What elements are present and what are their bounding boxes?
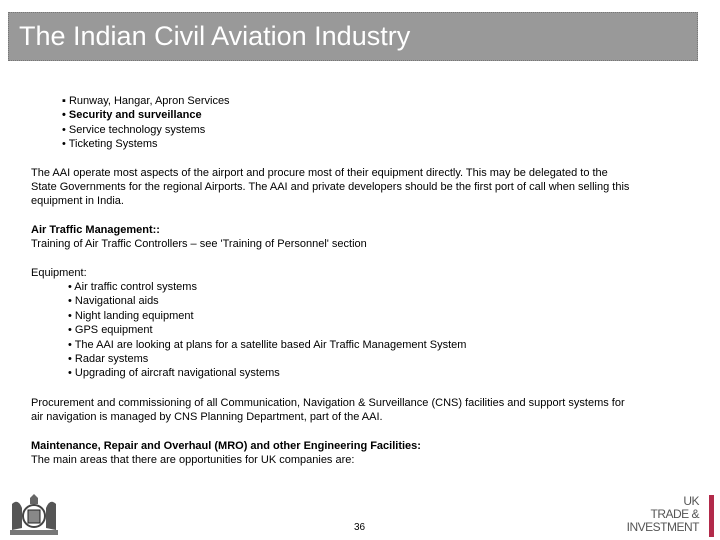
logo-line: TRADE & — [650, 507, 699, 521]
ukti-logo — [624, 495, 714, 537]
list-item: ▪ Runway, Hangar, Apron Services — [62, 95, 230, 107]
page-number: 36 — [354, 522, 366, 533]
list-item: • Navigational aids — [68, 295, 159, 307]
list-item: • Security and surveillance — [62, 109, 202, 121]
list-item: • Upgrading of aircraft navigational systems — [68, 367, 280, 379]
paragraph-line: equipment in India. — [31, 195, 124, 207]
list-item: • The AAI are looking at plans for a satellite based Air Traffic Management System — [68, 339, 467, 351]
paragraph-line: State Governments for the regional Airports. The AAI and private developers should be the first port of call when selling this — [31, 181, 630, 193]
paragraph-line: air navigation is managed by CNS Planning Department, part of the AAI. — [31, 411, 383, 423]
paragraph-line: Training of Air Traffic Controllers – see 'Training of Personnel' section — [31, 238, 367, 250]
paragraph-line: The main areas that there are opportunities for UK companies are: — [31, 454, 355, 466]
section-heading: Maintenance, Repair and Overhaul (MRO) and other Engineering Facilities: — [31, 440, 421, 452]
list-item: • Night landing equipment — [68, 310, 194, 322]
logo-line: INVESTMENT — [626, 520, 699, 534]
list-item: • Radar systems — [68, 353, 149, 365]
list-item: • Service technology systems — [62, 124, 206, 136]
list-item: • Air traffic control systems — [68, 281, 197, 293]
list-item: • GPS equipment — [68, 324, 153, 336]
royal-coat-of-arms-icon — [4, 490, 64, 538]
paragraph-line: The AAI operate most aspects of the airport and procure most of their equipment directly. This may be delegated to the — [31, 167, 608, 179]
page-title: The Indian Civil Aviation Industry — [19, 21, 411, 51]
title-bar — [8, 12, 698, 61]
list-item: • Ticketing Systems — [62, 138, 158, 150]
paragraph-line: Procurement and commissioning of all Communication, Navigation & Surveillance (CNS) facilities and support systems for — [31, 397, 625, 409]
logo-line: UK — [683, 494, 699, 508]
section-heading: Air Traffic Management:: — [31, 224, 160, 236]
equipment-label: Equipment: — [31, 267, 87, 279]
